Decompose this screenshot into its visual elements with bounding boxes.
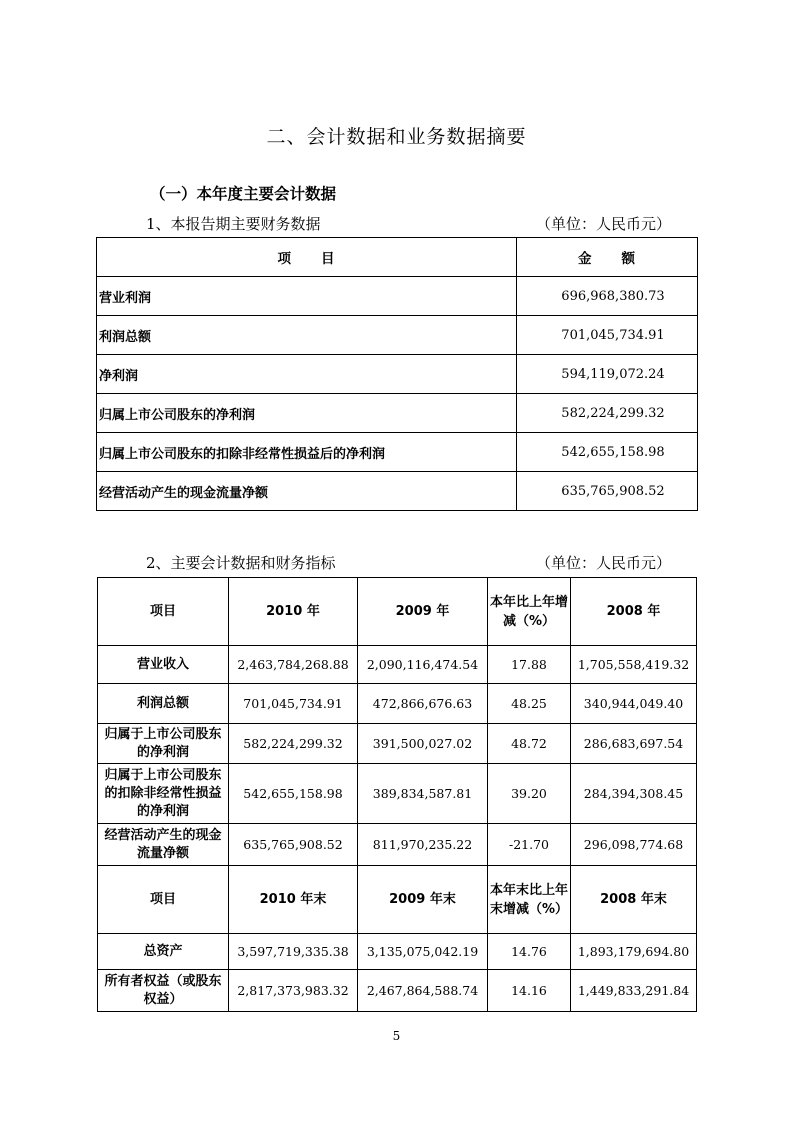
cell-2008: 1,449,833,291.84	[571, 970, 697, 1012]
row-label: 利润总额	[97, 316, 517, 355]
cell-2009: 472,866,676.63	[358, 684, 488, 724]
table-row	[97, 433, 698, 472]
cell-2008: 1,705,558,419.32	[571, 646, 697, 684]
cell-2008: 340,944,049.40	[571, 684, 697, 724]
header-year: 2008 年末	[571, 866, 697, 934]
row-value: 594,119,072.24	[517, 355, 698, 394]
subsection-title: （一）本年度主要会计数据	[150, 185, 337, 203]
cell-2008: 1,893,179,694.80	[571, 934, 697, 970]
table-row	[98, 646, 697, 684]
cell-2010: 542,655,158.98	[229, 764, 358, 824]
row-value: 582,224,299.32	[517, 394, 698, 433]
cell-change: 48.72	[488, 724, 571, 764]
table-row	[98, 764, 697, 824]
table-row	[97, 472, 698, 511]
row-label: 总资产	[98, 934, 229, 970]
table-row	[97, 394, 698, 433]
table-row	[98, 970, 697, 1012]
header-change: 本年比上年增减（%）	[488, 578, 571, 646]
table-row	[98, 724, 697, 764]
row-label: 归属于上市公司股东的净利润	[98, 724, 229, 764]
cell-2010: 701,045,734.91	[229, 684, 358, 724]
header-item: 项目	[98, 578, 229, 646]
cell-2010: 2,817,373,983.32	[229, 970, 358, 1012]
cell-2008: 286,683,697.54	[571, 724, 697, 764]
header-year: 2009 年	[358, 578, 488, 646]
table2-unit: （单位：人民币元）	[536, 554, 672, 572]
page-number: 5	[392, 1029, 401, 1043]
cell-change: 14.16	[488, 970, 571, 1012]
table-row	[97, 316, 698, 355]
header-item: 项 目	[97, 238, 517, 277]
cell-2010: 3,597,719,335.38	[229, 934, 358, 970]
cell-change: 39.20	[488, 764, 571, 824]
header-change: 本年末比上年末增减（%）	[488, 866, 571, 934]
table-row	[98, 824, 697, 866]
cell-2009: 2,467,864,588.74	[358, 970, 488, 1012]
row-label: 归属上市公司股东的净利润	[97, 394, 517, 433]
row-label: 经营活动产生的现金流量净额	[97, 472, 517, 511]
cell-2010: 2,463,784,268.88	[229, 646, 358, 684]
cell-2009: 391,500,027.02	[358, 724, 488, 764]
row-label: 营业利润	[97, 277, 517, 316]
row-value: 542,655,158.98	[517, 433, 698, 472]
table-row	[97, 277, 698, 316]
cell-change: 14.76	[488, 934, 571, 970]
header-amount: 金 额	[517, 238, 698, 277]
row-value: 701,045,734.91	[517, 316, 698, 355]
table-row	[97, 355, 698, 394]
header-year: 2010 年末	[229, 866, 358, 934]
row-label: 营业收入	[98, 646, 229, 684]
header-item: 项目	[98, 866, 229, 934]
table-row	[98, 934, 697, 970]
row-label: 归属上市公司股东的扣除非经常性损益后的净利润	[97, 433, 517, 472]
cell-2009: 2,090,116,474.54	[358, 646, 488, 684]
key-indicators-table	[97, 577, 697, 1012]
cell-2008: 284,394,308.45	[571, 764, 697, 824]
cell-2008: 296,098,774.68	[571, 824, 697, 866]
row-value: 635,765,908.52	[517, 472, 698, 511]
table1-unit: （单位：人民币元）	[536, 215, 672, 233]
row-value: 696,968,380.73	[517, 277, 698, 316]
header-year: 2008 年	[571, 578, 697, 646]
cell-change: -21.70	[488, 824, 571, 866]
section-title: 二、会计数据和业务数据摘要	[266, 126, 527, 148]
header-year: 2010 年	[229, 578, 358, 646]
cell-2010: 582,224,299.32	[229, 724, 358, 764]
cell-2009: 389,834,587.81	[358, 764, 488, 824]
cell-2009: 3,135,075,042.19	[358, 934, 488, 970]
cell-change: 48.25	[488, 684, 571, 724]
table2-caption: 2、主要会计数据和财务指标	[146, 554, 336, 572]
row-label: 利润总额	[98, 684, 229, 724]
cell-2009: 811,970,235.22	[358, 824, 488, 866]
row-label: 经营活动产生的现金流量净额	[98, 824, 229, 866]
row-label: 归属于上市公司股东的扣除非经常性损益的净利润	[98, 764, 229, 824]
table-header-row	[98, 578, 697, 646]
cell-change: 17.88	[488, 646, 571, 684]
row-label: 所有者权益（或股东权益）	[98, 970, 229, 1012]
financial-data-table	[96, 237, 698, 511]
table-header-row	[97, 238, 698, 277]
table-row	[98, 684, 697, 724]
table1-caption: 1、本报告期主要财务数据	[146, 215, 321, 233]
table-header-row	[98, 866, 697, 934]
cell-2010: 635,765,908.52	[229, 824, 358, 866]
row-label: 净利润	[97, 355, 517, 394]
header-year: 2009 年末	[358, 866, 488, 934]
